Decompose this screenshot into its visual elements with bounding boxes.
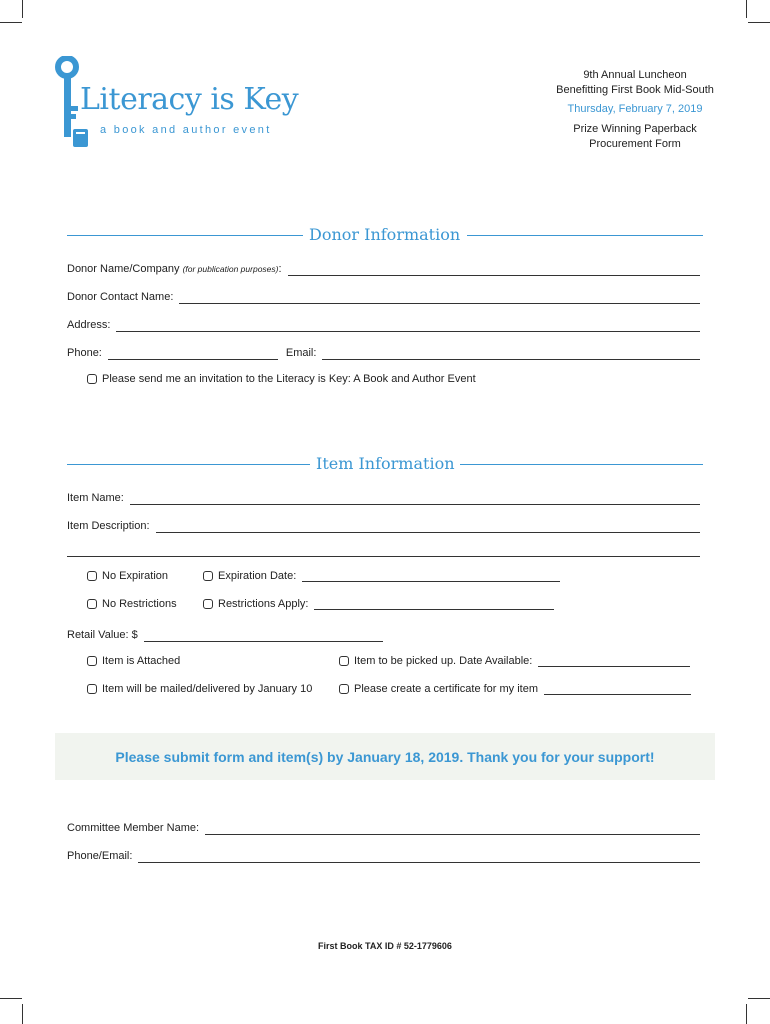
crop-mark: [746, 1004, 747, 1024]
donor-contact-label: Donor Contact Name:: [67, 291, 174, 303]
form-title-line2: Procurement Form: [589, 138, 681, 150]
committee-member-label: Committee Member Name:: [67, 822, 200, 834]
logo-title: Literacy is Key: [80, 82, 299, 117]
checkbox-icon[interactable]: [87, 684, 97, 694]
retail-value-row: [67, 626, 383, 642]
donor-name-row: [67, 260, 700, 276]
event-beneficiary: Benefitting First Book Mid-South: [556, 84, 714, 96]
committee-phone-email-row: [67, 847, 700, 863]
crop-mark: [22, 1004, 23, 1024]
no-restrictions-label: No Restrictions: [102, 598, 177, 610]
item-description-field-2[interactable]: [67, 545, 700, 557]
checkbox-icon[interactable]: [203, 599, 213, 609]
item-description-field[interactable]: [156, 521, 700, 533]
book-icon: [72, 128, 90, 148]
retail-value-field[interactable]: [144, 630, 383, 642]
divider: [460, 464, 703, 465]
divider: [67, 235, 303, 236]
event-title: 9th Annual Luncheon: [583, 69, 687, 81]
item-name-label: Item Name:: [67, 492, 124, 504]
donor-name-label: Donor Name/Company (for publication purposes):: [67, 263, 282, 275]
checkbox-icon[interactable]: [339, 684, 349, 694]
retail-value-label: Retail Value: $: [67, 629, 138, 641]
no-expiration-checkbox[interactable]: [87, 570, 168, 582]
no-restrictions-checkbox[interactable]: [87, 598, 177, 610]
restrictions-apply-checkbox[interactable]: [203, 598, 554, 610]
pickup-checkbox[interactable]: [339, 655, 690, 667]
expiration-date-field[interactable]: [302, 570, 560, 582]
checkbox-icon[interactable]: [87, 374, 97, 384]
donor-contact-row: [67, 288, 700, 304]
donor-name-field[interactable]: [288, 264, 700, 276]
email-field[interactable]: [322, 348, 700, 360]
item-name-field[interactable]: [130, 493, 700, 505]
event-details: [540, 68, 730, 152]
phone-email-row: [67, 344, 700, 360]
mailed-label: Item will be mailed/delivered by January 10: [102, 683, 313, 695]
address-field[interactable]: [116, 320, 700, 332]
invite-checkbox[interactable]: [87, 373, 476, 385]
banner-text: Please submit form and item(s) by January 18, 2019. Thank you for your support!: [115, 748, 655, 765]
email-label: Email:: [285, 347, 317, 359]
checkbox-icon[interactable]: [87, 571, 97, 581]
checkbox-icon[interactable]: [339, 656, 349, 666]
divider: [67, 464, 310, 465]
crop-mark: [0, 22, 22, 23]
section-title: Donor Information: [309, 225, 461, 244]
item-name-row: [67, 489, 700, 505]
phone-label: Phone:: [67, 347, 102, 359]
item-attached-label: Item is Attached: [102, 655, 181, 667]
form-title-line1: Prize Winning Paperback: [573, 123, 697, 135]
crop-mark: [22, 0, 23, 18]
submission-banner: [55, 733, 715, 780]
committee-phone-email-field[interactable]: [138, 851, 700, 863]
donor-contact-field[interactable]: [179, 292, 700, 304]
crop-mark: [0, 998, 22, 999]
event-date: Thursday, February 7, 2019: [567, 103, 703, 115]
expiration-date-checkbox[interactable]: [203, 570, 560, 582]
donor-section-header: [67, 225, 703, 245]
invite-label: Please send me an invitation to the Literacy is Key: A Book and Author Event: [102, 373, 476, 385]
certificate-label: Please create a certificate for my item: [354, 683, 539, 695]
crop-mark: [748, 22, 770, 23]
publication-note: (for publication purposes): [182, 264, 279, 274]
restrictions-field[interactable]: [314, 598, 554, 610]
checkbox-icon[interactable]: [87, 599, 97, 609]
checkbox-icon[interactable]: [203, 571, 213, 581]
committee-member-row: [67, 819, 700, 835]
divider: [467, 235, 703, 236]
item-attached-checkbox[interactable]: [87, 655, 180, 667]
item-description-row-2: [67, 541, 700, 557]
pickup-date-field[interactable]: [538, 655, 690, 667]
tax-id: First Book TAX ID # 52-1779606: [318, 941, 452, 951]
crop-mark: [748, 998, 770, 999]
section-title: Item Information: [316, 454, 455, 473]
restrictions-apply-label: Restrictions Apply:: [218, 598, 309, 610]
no-expiration-label: No Expiration: [102, 570, 169, 582]
item-description-row: [67, 517, 700, 533]
certificate-field[interactable]: [544, 683, 691, 695]
address-label: Address:: [67, 319, 111, 331]
phone-field[interactable]: [108, 348, 278, 360]
committee-member-field[interactable]: [205, 823, 700, 835]
certificate-checkbox[interactable]: [339, 683, 691, 695]
mailed-checkbox[interactable]: [87, 683, 312, 695]
address-row: [67, 316, 700, 332]
logo-subtitle: a book and author event: [100, 124, 272, 136]
item-section-header: [67, 454, 703, 474]
expiration-date-label: Expiration Date:: [218, 570, 297, 582]
logo: [52, 56, 299, 151]
checkbox-icon[interactable]: [87, 656, 97, 666]
committee-phone-email-label: Phone/Email:: [67, 850, 133, 862]
item-description-label: Item Description:: [67, 520, 150, 532]
pickup-label: Item to be picked up. Date Available:: [354, 655, 533, 667]
crop-mark: [746, 0, 747, 18]
